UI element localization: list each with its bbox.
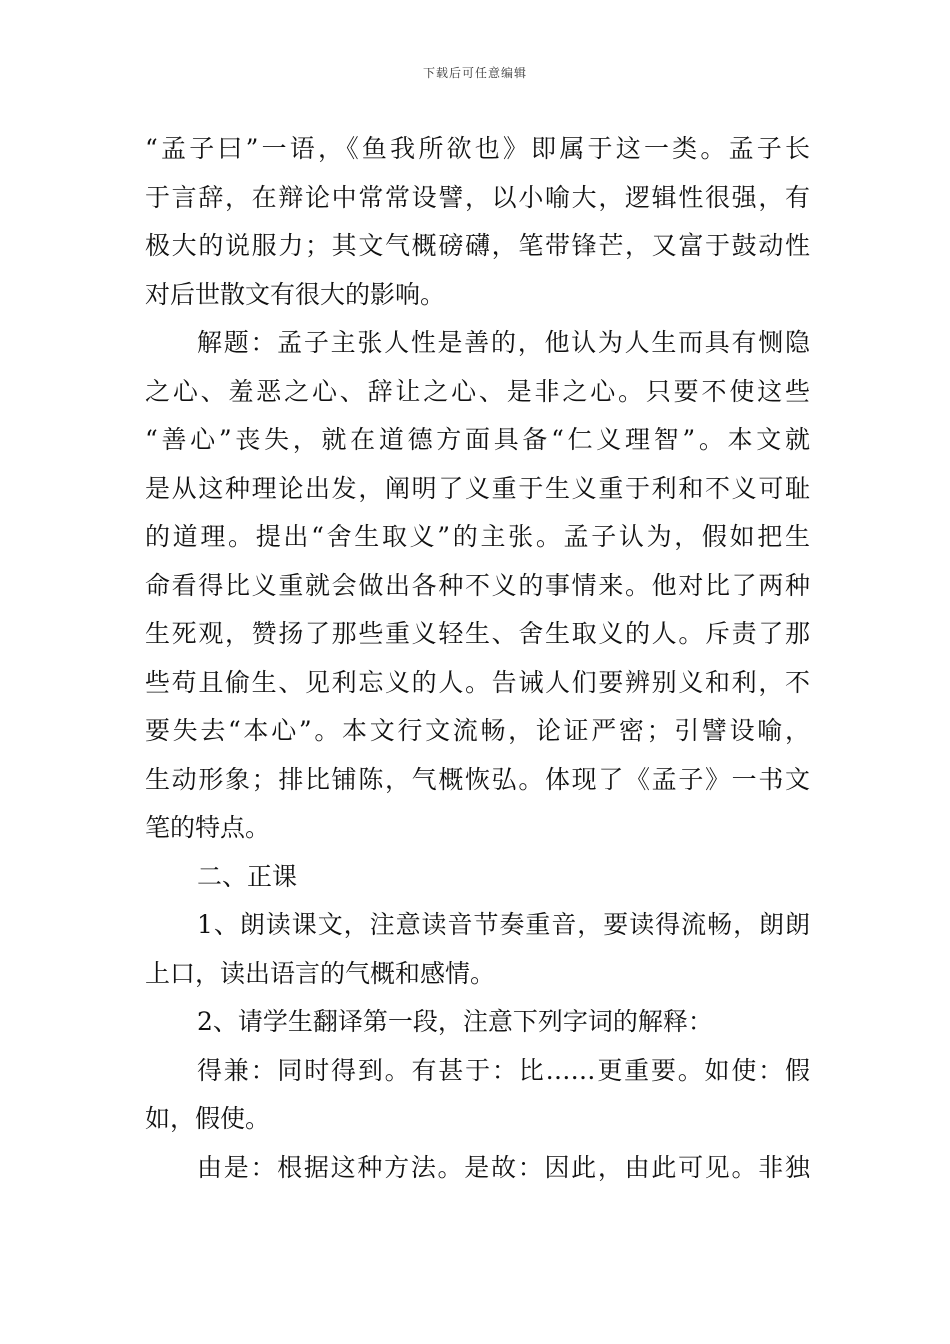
- paragraph-step-2: [145, 998, 810, 1047]
- text-line: 解题：孟子主张人性是善的，他认为人生而具有恻隐: [197, 328, 810, 357]
- document-body: [145, 125, 810, 1192]
- text-line: “善心”丧失，就在道德方面具备“仁义理智”。本文就: [145, 425, 810, 454]
- text-line: 要失去“本心”。本文行文流畅，论证严密；引譬设喻，: [145, 716, 810, 745]
- page-header: 下载后可任意编辑: [422, 66, 527, 80]
- text-line: 生死观，赞扬了那些重义轻生、舍生取义的人。斥责了那: [145, 619, 810, 648]
- text-line: 命看得比义重就会做出各种不义的事情来。他对比了两种: [145, 570, 810, 600]
- text-line: 笔的特点。: [145, 813, 271, 842]
- text-line: 2、请学生翻译第一段，注意下列字词的解释：: [197, 1007, 713, 1036]
- text-line: 些苟且偷生、见利忘义的人。告诫人们要辨别义和利，不: [145, 667, 810, 697]
- text-line: 是从这种理论出发，阐明了义重于生义重于利和不义可耻: [145, 473, 810, 503]
- text-line: 的道理。提出“舍生取义”的主张。孟子认为，假如把生: [145, 522, 810, 551]
- text-line: 于言辞，在辩论中常常设譬，以小喻大，逻辑性很强，有: [145, 182, 810, 212]
- paragraph-intro-continuation: [145, 125, 810, 319]
- paragraph-step-1: [145, 901, 810, 998]
- section-heading: [145, 853, 810, 902]
- paragraph-vocab-2: [145, 1144, 810, 1193]
- section-title: 二、正课: [197, 861, 298, 891]
- text-line: 生动形象；排比铺陈，气概恢弘。体现了《孟子》一书文: [145, 764, 810, 794]
- text-line: 由是：根据这种方法。是故：因此，由此可见。非独: [197, 1152, 810, 1182]
- text-line: 之心、羞恶之心、辞让之心、是非之心。只要不使这些: [145, 376, 810, 406]
- text-line: 上口，读出语言的气概和感情。: [145, 958, 496, 988]
- text-line: 如，假使。: [145, 1104, 271, 1133]
- text-line: 1、朗读课文，注意读音节奏重音，要读得流畅，朗朗: [197, 910, 810, 939]
- paragraph-vocab-1: [145, 1047, 810, 1144]
- text-line: 极大的说服力；其文气概磅礴，笔带锋芒，又富于鼓动性: [145, 231, 810, 260]
- text-line: “孟子曰”一语，《鱼我所欲也》即属于这一类。孟子长: [145, 134, 810, 163]
- text-line: 得兼：同时得到。有甚于：比……更重要。如使：假: [197, 1055, 810, 1085]
- paragraph-jieti: [145, 319, 810, 853]
- text-line: 对后世散文有很大的影响。: [145, 279, 446, 309]
